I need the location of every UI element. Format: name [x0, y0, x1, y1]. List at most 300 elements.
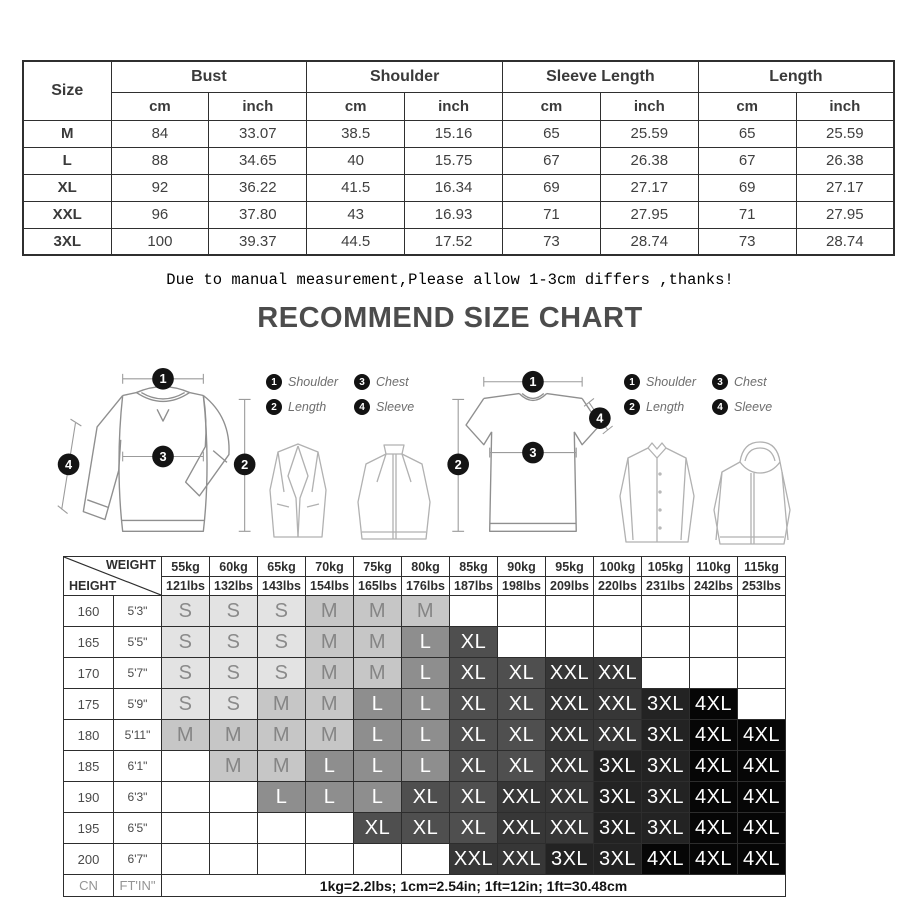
height-cm-label: 170 — [64, 658, 114, 689]
matrix-size-cell: L — [354, 689, 402, 720]
matrix-size-cell: 3XL — [594, 751, 642, 782]
right-cuff — [213, 451, 227, 463]
weight-lbs-header: 242lbs — [690, 577, 738, 596]
measurement-value: 25.59 — [600, 120, 698, 147]
conversion-note: 1kg=2.2lbs; 1cm=2.54in; 1ft=12in; 1ft=30.48cm — [162, 875, 786, 897]
measurement-value: 73 — [503, 228, 601, 255]
matrix-empty-cell — [546, 596, 594, 627]
marker-length — [447, 454, 469, 476]
weight-lbs-header: 209lbs — [546, 577, 594, 596]
matrix-empty-cell — [210, 782, 258, 813]
matrix-row — [64, 751, 786, 782]
jacket-icons — [258, 440, 438, 545]
size-label: XL — [23, 174, 111, 201]
size-label: L — [23, 147, 111, 174]
matrix-size-cell: XXL — [594, 658, 642, 689]
matrix-size-cell: 4XL — [642, 844, 690, 875]
matrix-size-cell: XL — [498, 720, 546, 751]
height-ftin-label: 6'1" — [114, 751, 162, 782]
weight-kg-header: 85kg — [450, 557, 498, 577]
matrix-size-cell: 4XL — [738, 844, 786, 875]
height-ftin-label: 5'9" — [114, 689, 162, 720]
unit-header-row — [23, 92, 894, 120]
legend-item — [624, 399, 712, 415]
unit-inch: inch — [405, 92, 503, 120]
left-sleeve — [466, 398, 492, 444]
marker-chest — [152, 446, 174, 468]
measurement-value: 17.52 — [405, 228, 503, 255]
measurement-value: 28.74 — [600, 228, 698, 255]
matrix-size-cell: M — [258, 689, 306, 720]
matrix-size-cell: XXL — [546, 658, 594, 689]
sweatshirt-measure-diagram — [56, 366, 271, 548]
matrix-size-cell: XL — [402, 813, 450, 844]
matrix-size-cell: XXL — [546, 813, 594, 844]
zip-jacket-icon — [358, 445, 430, 539]
measurement-value: 69 — [698, 174, 796, 201]
measurement-value: 73 — [698, 228, 796, 255]
matrix-size-cell: 4XL — [690, 813, 738, 844]
legend-number-badge: 4 — [712, 399, 728, 415]
measurement-value: 27.95 — [796, 201, 894, 228]
matrix-empty-cell — [162, 782, 210, 813]
height-cm-label: 200 — [64, 844, 114, 875]
weight-lbs-row — [64, 577, 786, 596]
matrix-size-cell: XXL — [594, 689, 642, 720]
svg-text:4: 4 — [596, 410, 604, 426]
shoulder-seams — [123, 393, 204, 396]
weight-kg-row — [64, 557, 786, 577]
legend-item — [266, 399, 354, 415]
measurement-value: 41.5 — [307, 174, 405, 201]
legend-item-label: Sleeve — [376, 400, 415, 414]
matrix-size-cell: XL — [450, 813, 498, 844]
matrix-size-cell: L — [354, 720, 402, 751]
matrix-size-cell: S — [210, 658, 258, 689]
legend-item-label: Chest — [734, 375, 767, 389]
legend-item — [712, 374, 792, 390]
legend-item — [266, 374, 354, 390]
marker-sleeve — [58, 454, 80, 476]
matrix-size-cell: XXL — [498, 782, 546, 813]
measurement-value: 16.93 — [405, 201, 503, 228]
matrix-empty-cell — [402, 844, 450, 875]
size-column-header: Size — [23, 61, 111, 120]
measurement-value: 40 — [307, 147, 405, 174]
measurement-value: 43 — [307, 201, 405, 228]
measurement-value: 100 — [111, 228, 209, 255]
matrix-size-cell: XXL — [498, 844, 546, 875]
matrix-empty-cell — [738, 596, 786, 627]
height-ftin-label: 6'5" — [114, 813, 162, 844]
measurement-value: 26.38 — [600, 147, 698, 174]
svg-text:4: 4 — [65, 456, 73, 472]
matrix-empty-cell — [354, 844, 402, 875]
matrix-row — [64, 627, 786, 658]
measurement-value: 71 — [698, 201, 796, 228]
matrix-size-cell: 4XL — [690, 782, 738, 813]
legend-item — [712, 399, 792, 415]
measurement-row — [23, 147, 894, 174]
marker-sleeve — [589, 407, 611, 429]
matrix-empty-cell — [690, 658, 738, 689]
footer-cn-label: CN — [64, 875, 114, 897]
legend-left — [266, 374, 434, 415]
measurement-value: 28.74 — [796, 228, 894, 255]
legend-number-badge: 3 — [712, 374, 728, 390]
measurement-value: 27.17 — [600, 174, 698, 201]
matrix-row — [64, 844, 786, 875]
measurement-value: 69 — [503, 174, 601, 201]
weight-lbs-header: 154lbs — [306, 577, 354, 596]
legend-number-badge: 4 — [354, 399, 370, 415]
matrix-empty-cell — [162, 844, 210, 875]
legend-right — [624, 374, 792, 415]
measurement-value: 34.65 — [209, 147, 307, 174]
matrix-empty-cell — [306, 813, 354, 844]
svg-text:1: 1 — [159, 371, 167, 387]
measurement-value: 71 — [503, 201, 601, 228]
weight-kg-header: 55kg — [162, 557, 210, 577]
height-cm-label: 195 — [64, 813, 114, 844]
matrix-size-cell: L — [306, 782, 354, 813]
svg-text:3: 3 — [159, 448, 167, 464]
matrix-size-cell: 4XL — [738, 782, 786, 813]
measurement-row — [23, 201, 894, 228]
matrix-size-cell: 4XL — [738, 751, 786, 782]
matrix-size-cell: XXL — [546, 782, 594, 813]
weight-kg-header: 70kg — [306, 557, 354, 577]
matrix-row — [64, 596, 786, 627]
weight-kg-header: 110kg — [690, 557, 738, 577]
height-cm-label: 180 — [64, 720, 114, 751]
weight-lbs-header: 231lbs — [642, 577, 690, 596]
markers — [447, 371, 610, 475]
matrix-size-cell: XXL — [450, 844, 498, 875]
legend-item-label: Chest — [376, 375, 409, 389]
height-ftin-label: 5'5" — [114, 627, 162, 658]
matrix-empty-cell — [642, 658, 690, 689]
matrix-size-cell: L — [354, 751, 402, 782]
matrix-empty-cell — [594, 627, 642, 658]
measurement-value: 92 — [111, 174, 209, 201]
weight-lbs-header: 132lbs — [210, 577, 258, 596]
matrix-size-cell: L — [402, 689, 450, 720]
unit-inch: inch — [600, 92, 698, 120]
matrix-size-cell: 3XL — [642, 751, 690, 782]
matrix-size-cell: 4XL — [738, 813, 786, 844]
height-ftin-label: 6'7" — [114, 844, 162, 875]
tshirt-measure-diagram — [443, 366, 618, 548]
marker-chest — [522, 442, 544, 464]
matrix-size-cell: XL — [450, 782, 498, 813]
legend-item-label: Shoulder — [288, 375, 339, 389]
matrix-size-cell: XL — [354, 813, 402, 844]
matrix-size-cell: L — [258, 782, 306, 813]
weight-lbs-header: 187lbs — [450, 577, 498, 596]
matrix-body — [64, 596, 786, 875]
matrix-empty-cell — [498, 596, 546, 627]
matrix-size-cell: 4XL — [690, 844, 738, 875]
matrix-size-cell: S — [210, 596, 258, 627]
matrix-size-cell: 3XL — [594, 782, 642, 813]
matrix-size-cell: M — [258, 751, 306, 782]
matrix-size-cell: L — [354, 782, 402, 813]
weight-kg-header: 75kg — [354, 557, 402, 577]
unit-cm: cm — [503, 92, 601, 120]
measurement-value: 27.95 — [600, 201, 698, 228]
height-ftin-label: 5'7" — [114, 658, 162, 689]
measurement-header-row — [23, 61, 894, 92]
matrix-row — [64, 689, 786, 720]
legend-item — [624, 374, 712, 390]
measurement-value: 33.07 — [209, 120, 307, 147]
matrix-empty-cell — [498, 627, 546, 658]
legend-number-badge: 2 — [624, 399, 640, 415]
left-cuff — [87, 500, 109, 508]
button-shirt-icon — [620, 443, 694, 542]
weight-lbs-header: 220lbs — [594, 577, 642, 596]
weight-kg-header: 100kg — [594, 557, 642, 577]
marker-shoulder — [152, 368, 174, 390]
svg-text:2: 2 — [454, 456, 462, 472]
weight-height-corner — [64, 557, 162, 596]
svg-text:2: 2 — [241, 456, 249, 472]
matrix-size-cell: S — [210, 627, 258, 658]
height-ftin-label: 6'3" — [114, 782, 162, 813]
matrix-size-cell: M — [210, 751, 258, 782]
matrix-size-cell: XXL — [498, 813, 546, 844]
matrix-footer-row — [64, 875, 786, 897]
matrix-size-cell: M — [306, 720, 354, 751]
measurement-value: 27.17 — [796, 174, 894, 201]
height-ftin-label: 5'11" — [114, 720, 162, 751]
matrix-size-cell: 3XL — [594, 844, 642, 875]
measurement-value: 65 — [698, 120, 796, 147]
legend-item — [354, 399, 434, 415]
matrix-size-cell: XXL — [546, 751, 594, 782]
matrix-size-cell: 3XL — [546, 844, 594, 875]
matrix-empty-cell — [210, 844, 258, 875]
unit-inch: inch — [796, 92, 894, 120]
matrix-empty-cell — [642, 627, 690, 658]
weight-kg-header: 95kg — [546, 557, 594, 577]
length-header: Length — [698, 61, 894, 92]
matrix-size-cell: S — [258, 658, 306, 689]
matrix-size-cell: 4XL — [738, 720, 786, 751]
bust-header: Bust — [111, 61, 307, 92]
legend-item-label: Shoulder — [646, 375, 697, 389]
measurement-value: 37.80 — [209, 201, 307, 228]
matrix-size-cell: L — [402, 751, 450, 782]
matrix-empty-cell — [258, 813, 306, 844]
matrix-size-cell: 4XL — [690, 720, 738, 751]
collar-notch — [157, 409, 169, 421]
weight-kg-header: 115kg — [738, 557, 786, 577]
matrix-size-cell: XXL — [546, 720, 594, 751]
matrix-size-cell: M — [306, 627, 354, 658]
matrix-size-cell: 3XL — [642, 720, 690, 751]
matrix-empty-cell — [642, 596, 690, 627]
matrix-size-cell: XL — [450, 689, 498, 720]
matrix-size-cell: XL — [498, 658, 546, 689]
matrix-empty-cell — [738, 627, 786, 658]
legend-item — [354, 374, 434, 390]
matrix-size-cell: M — [354, 596, 402, 627]
size-label: 3XL — [23, 228, 111, 255]
shirt-hoodie-icons — [612, 440, 797, 548]
footer-ftin-label: FT'IN" — [114, 875, 162, 897]
matrix-size-cell: 4XL — [690, 689, 738, 720]
measurement-value: 16.34 — [405, 174, 503, 201]
matrix-size-cell: L — [402, 720, 450, 751]
matrix-size-cell: 3XL — [642, 782, 690, 813]
measurement-value: 88 — [111, 147, 209, 174]
legend-item-label: Length — [288, 400, 327, 414]
legend-number-badge: 1 — [266, 374, 282, 390]
matrix-size-cell: S — [258, 596, 306, 627]
matrix-empty-cell — [690, 596, 738, 627]
legend-number-badge: 1 — [624, 374, 640, 390]
measurement-table — [22, 60, 895, 256]
measurement-value: 67 — [698, 147, 796, 174]
matrix-empty-cell — [162, 813, 210, 844]
matrix-size-cell: XL — [450, 627, 498, 658]
matrix-empty-cell — [210, 813, 258, 844]
matrix-size-cell: S — [162, 627, 210, 658]
measurement-value: 26.38 — [796, 147, 894, 174]
matrix-empty-cell — [258, 844, 306, 875]
matrix-size-cell: 3XL — [642, 813, 690, 844]
matrix-size-cell: L — [402, 658, 450, 689]
matrix-size-cell: M — [210, 720, 258, 751]
matrix-row — [64, 813, 786, 844]
matrix-empty-cell — [738, 689, 786, 720]
size-label: XXL — [23, 201, 111, 228]
matrix-size-cell: S — [258, 627, 306, 658]
matrix-size-cell: M — [306, 596, 354, 627]
matrix-size-cell: M — [402, 596, 450, 627]
measurement-value: 15.16 — [405, 120, 503, 147]
height-cm-label: 185 — [64, 751, 114, 782]
matrix-size-cell: M — [354, 627, 402, 658]
matrix-empty-cell — [162, 751, 210, 782]
measurement-row — [23, 228, 894, 255]
matrix-size-cell: L — [402, 627, 450, 658]
height-cm-label: 190 — [64, 782, 114, 813]
matrix-empty-cell — [546, 627, 594, 658]
matrix-empty-cell — [738, 658, 786, 689]
matrix-row — [64, 658, 786, 689]
matrix-empty-cell — [690, 627, 738, 658]
height-cm-label: 175 — [64, 689, 114, 720]
height-weight-matrix — [63, 556, 786, 897]
hoodie-icon — [714, 442, 790, 544]
weight-kg-header: 80kg — [402, 557, 450, 577]
weight-lbs-header: 253lbs — [738, 577, 786, 596]
matrix-size-cell: XL — [402, 782, 450, 813]
height-cm-label: 160 — [64, 596, 114, 627]
weight-lbs-header: 198lbs — [498, 577, 546, 596]
weight-kg-header: 90kg — [498, 557, 546, 577]
measurement-table-body — [23, 120, 894, 255]
matrix-size-cell: S — [162, 689, 210, 720]
matrix-size-cell: S — [210, 689, 258, 720]
matrix-row — [64, 782, 786, 813]
measurement-value: 15.75 — [405, 147, 503, 174]
measurement-value: 67 — [503, 147, 601, 174]
weight-lbs-header: 143lbs — [258, 577, 306, 596]
matrix-size-cell: S — [162, 658, 210, 689]
measurement-value: 84 — [111, 120, 209, 147]
weight-kg-header: 65kg — [258, 557, 306, 577]
measurement-value: 39.37 — [209, 228, 307, 255]
marker-length — [234, 454, 256, 476]
matrix-empty-cell — [594, 596, 642, 627]
unit-inch: inch — [209, 92, 307, 120]
matrix-size-cell: M — [258, 720, 306, 751]
matrix-size-cell: 3XL — [642, 689, 690, 720]
matrix-size-cell: 3XL — [594, 813, 642, 844]
height-ftin-label: 5'3" — [114, 596, 162, 627]
matrix-size-cell: M — [306, 689, 354, 720]
measurement-value: 96 — [111, 201, 209, 228]
legend-item-label: Length — [646, 400, 685, 414]
matrix-size-cell: XL — [450, 658, 498, 689]
measurement-row — [23, 174, 894, 201]
matrix-size-cell: XL — [450, 720, 498, 751]
measurement-note: Due to manual measurement,Please allow 1-3cm differs ,thanks! — [166, 271, 734, 289]
matrix-size-cell: XXL — [546, 689, 594, 720]
measurement-value: 65 — [503, 120, 601, 147]
weight-lbs-header: 176lbs — [402, 577, 450, 596]
matrix-size-cell: L — [306, 751, 354, 782]
matrix-row — [64, 720, 786, 751]
matrix-size-cell: M — [306, 658, 354, 689]
legend-number-badge: 3 — [354, 374, 370, 390]
unit-cm: cm — [111, 92, 209, 120]
size-label: M — [23, 120, 111, 147]
shoulder-header: Shoulder — [307, 61, 503, 92]
marker-shoulder — [522, 371, 544, 393]
matrix-size-cell: 4XL — [690, 751, 738, 782]
matrix-size-cell: XL — [498, 689, 546, 720]
unit-cm: cm — [307, 92, 405, 120]
unit-cm: cm — [698, 92, 796, 120]
height-label: HEIGHT — [69, 579, 117, 593]
sleeve-length-header: Sleeve Length — [503, 61, 699, 92]
svg-text:1: 1 — [529, 374, 537, 390]
shoulder-seams — [484, 394, 582, 399]
weight-kg-header: 60kg — [210, 557, 258, 577]
measurement-value: 38.5 — [307, 120, 405, 147]
recommend-size-chart-title: RECOMMEND SIZE CHART — [257, 302, 643, 334]
blazer-icon — [270, 444, 326, 537]
measurement-value: 36.22 — [209, 174, 307, 201]
weight-kg-header: 105kg — [642, 557, 690, 577]
matrix-size-cell: XL — [498, 751, 546, 782]
measurement-value: 44.5 — [307, 228, 405, 255]
legend-number-badge: 2 — [266, 399, 282, 415]
height-cm-label: 165 — [64, 627, 114, 658]
matrix-size-cell: S — [162, 596, 210, 627]
weight-lbs-header: 165lbs — [354, 577, 402, 596]
matrix-size-cell: M — [354, 658, 402, 689]
measurement-row — [23, 120, 894, 147]
weight-label: WEIGHT — [106, 558, 156, 572]
matrix-empty-cell — [450, 596, 498, 627]
legend-item-label: Sleeve — [734, 400, 773, 414]
